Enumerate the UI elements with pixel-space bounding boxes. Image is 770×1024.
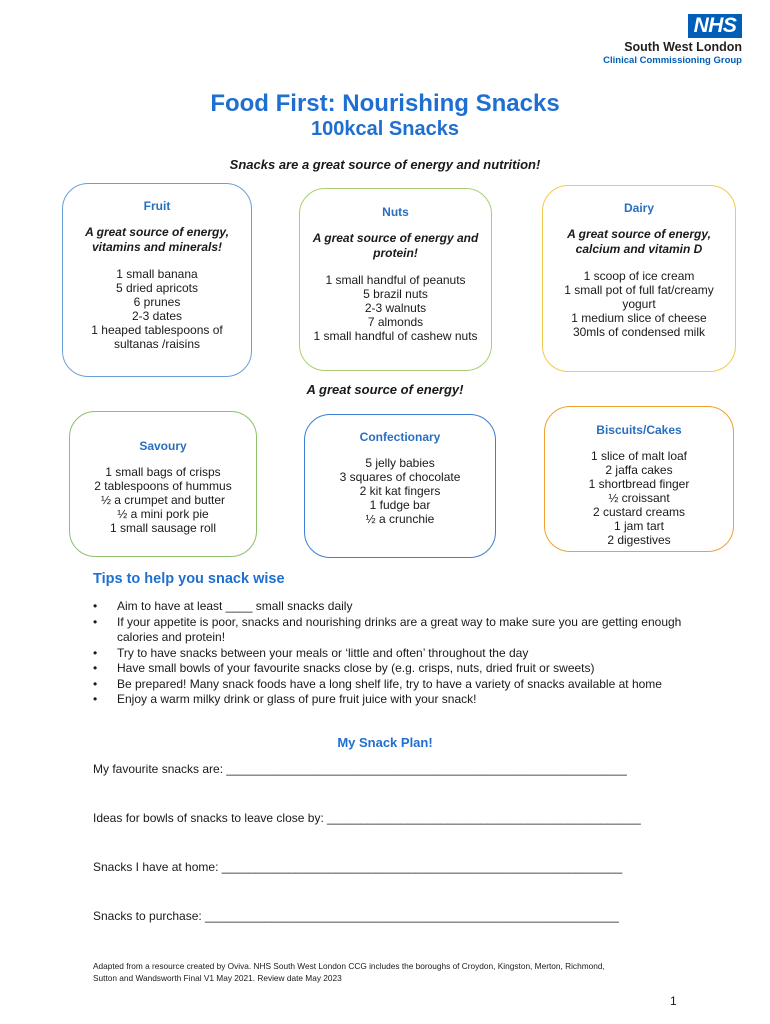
page-subtitle: 100kcal Snacks <box>311 118 459 140</box>
snack-plan-heading: My Snack Plan! <box>337 735 433 750</box>
snacks-at-home-field[interactable]: Snacks I have at home: ____________________________________________________________ <box>93 860 623 874</box>
snack-bowls-field[interactable]: Ideas for bowls of snacks to leave close by: _______________________________________________ <box>93 811 641 825</box>
card-confectionary <box>304 414 496 558</box>
card-title: Savoury <box>139 439 187 453</box>
card-title: Biscuits/Cakes <box>596 423 682 437</box>
card-item: 7 almonds <box>367 315 424 329</box>
card-description: A great source of energy and protein! <box>312 231 479 260</box>
card-item: 3 squares of chocolate <box>339 470 461 484</box>
card-description: A great source of energy, calcium and vitamin D <box>567 227 711 256</box>
favourite-snacks-field[interactable]: My favourite snacks are: ____________________________________________________________ <box>93 762 627 776</box>
card-items <box>76 465 250 535</box>
card-item: 1 jam tart <box>613 519 664 533</box>
card-item: ½ a crunchie <box>365 512 435 526</box>
card-item: 2 jaffa cakes <box>605 463 673 477</box>
card-title: Dairy <box>623 201 655 215</box>
footer-line: Adapted from a resource created by Oviva. NHS South West London CCG includes the boroughs of Croydon, Kingston, Merton, Richmond, <box>93 961 605 971</box>
org-name: South West London <box>624 40 742 54</box>
card-item: 5 dried apricots <box>115 281 199 295</box>
card-biscuits-cakes <box>544 406 734 552</box>
card-item: 1 medium slice of cheese <box>571 311 707 325</box>
card-item: 1 shortbread finger <box>588 477 690 491</box>
tips-heading: Tips to help you snack wise <box>93 571 285 587</box>
card-item: ½ a mini pork pie <box>117 507 209 521</box>
tips-list <box>93 599 683 708</box>
tip-item: • Try to have snacks between your meals or ‘little and often’ throughout the day <box>93 646 683 662</box>
tip-item: • Have small bowls of your favourite snacks close by (e.g. crisps, nuts, dried fruit or sweets) <box>93 661 683 677</box>
page-number: 1 <box>670 994 677 1008</box>
card-item: 1 small banana <box>116 267 198 281</box>
card-item: 1 small bags of crisps <box>105 465 221 479</box>
footer-line: Sutton and Wandsworth Final V1 May 2021. Review date May 2023 <box>93 973 342 983</box>
card-fruit <box>62 183 252 377</box>
card-item: 1 fudge bar <box>369 498 431 512</box>
org-subtitle: Clinical Commissioning Group <box>603 55 742 66</box>
card-item: 1 small sausage roll <box>109 521 217 535</box>
card-title: Confectionary <box>359 430 441 444</box>
tip-item: • Enjoy a warm milky drink or glass of pure fruit juice with your snack! <box>93 692 683 708</box>
card-item: 1 slice of malt loaf <box>590 449 688 463</box>
tip-item: • Aim to have at least ____ small snacks daily <box>93 599 683 615</box>
card-item: 2 tablespoons of hummus <box>94 479 232 493</box>
card-item: 1 small handful of peanuts <box>325 273 466 287</box>
nhs-logo: NHS <box>688 14 742 38</box>
card-item: ½ a crumpet and butter <box>100 493 226 507</box>
card-item: 2 digestives <box>607 533 671 547</box>
snacks-to-purchase-field[interactable]: Snacks to purchase: ______________________________________________________________ <box>93 909 619 923</box>
card-item: 5 brazil nuts <box>363 287 428 301</box>
card-item: 2-3 walnuts <box>364 301 427 315</box>
card-items <box>551 449 727 547</box>
card-items <box>311 456 489 526</box>
card-items <box>306 273 485 343</box>
card-item: ½ croissant <box>608 491 670 505</box>
card-items <box>549 269 729 339</box>
footer-note <box>93 960 693 984</box>
card-item: 1 small handful of cashew nuts <box>313 329 478 343</box>
card-description: A great source of energy, vitamins and minerals! <box>85 225 229 254</box>
card-item: 1 scoop of ice cream <box>583 269 695 283</box>
card-item: 2 kit kat fingers <box>359 484 441 498</box>
card-item: 2-3 dates <box>131 309 183 323</box>
tagline: Snacks are a great source of energy and nutrition! <box>229 157 541 172</box>
energy-note: A great source of energy! <box>306 382 464 397</box>
tip-item: • If your appetite is poor, snacks and nourishing drinks are a great way to make sure you are getting enough calories and protein! <box>93 615 683 646</box>
card-item: 1 heaped tablespoons of sultanas /raisins <box>91 323 223 351</box>
card-item: 5 jelly babies <box>365 456 435 470</box>
card-items <box>69 267 245 351</box>
card-dairy <box>542 185 736 372</box>
card-title: Nuts <box>382 205 409 219</box>
page-title: Food First: Nourishing Snacks <box>210 90 560 117</box>
card-item: 1 small pot of full fat/creamy yogurt <box>564 283 714 311</box>
card-title: Fruit <box>143 199 171 213</box>
card-item: 30mls of condensed milk <box>572 325 706 339</box>
tip-item: • Be prepared! Many snack foods have a long shelf life, try to have a variety of snacks available at home <box>93 677 683 693</box>
card-item: 2 custard creams <box>592 505 686 519</box>
card-savoury <box>69 411 257 557</box>
card-nuts <box>299 188 492 371</box>
card-item: 6 prunes <box>133 295 181 309</box>
